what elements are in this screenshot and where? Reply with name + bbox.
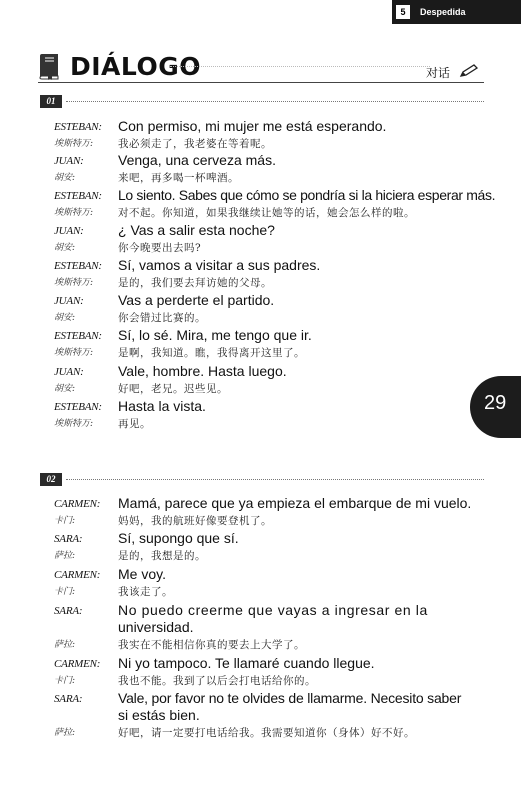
speaker-label-cn: 卡门: [54, 676, 76, 686]
spanish-text: Me voy. [118, 566, 166, 582]
spanish-text: Hasta la vista. [118, 398, 206, 414]
page-number: 29 [484, 392, 507, 414]
speaker-label-cn: 埃斯特万: [54, 348, 94, 358]
speaker-label: ESTEBAN: [54, 330, 102, 342]
dialog-rule [66, 479, 484, 480]
speaker-label-cn: 萨拉: [54, 728, 76, 738]
speaker-label: ESTEBAN: [54, 190, 102, 202]
spanish-text: No puedo creerme que vayas a ingresar en la [118, 602, 428, 618]
chinese-translation: 妈妈，我的航班好像要登机了。 [118, 515, 272, 527]
speaker-label-cn: 胡安: [54, 313, 76, 323]
chinese-translation: 是的，我想是的。 [118, 550, 206, 562]
chinese-translation: 我该走了。 [118, 586, 173, 598]
speaker-label: JUAN: [54, 155, 84, 167]
speaker-label-cn: 埃斯特万: [54, 419, 94, 429]
spanish-text: Sí, lo sé. Mira, me tengo que ir. [118, 327, 312, 343]
spanish-text: Venga, una cerveza más. [118, 152, 276, 168]
speaker-label: ESTEBAN: [54, 260, 102, 272]
speaker-label-cn: 卡门: [54, 516, 76, 526]
chinese-translation: 好吧，请一定要打电话给我。我需要知道你（身体）好不好。 [118, 727, 415, 739]
speaker-label: JUAN: [54, 295, 84, 307]
speaker-label-cn: 胡安: [54, 384, 76, 394]
speaker-label-cn: 萨拉: [54, 551, 76, 561]
pencil-icon [458, 64, 480, 78]
speaker-label: CARMEN: [54, 658, 101, 670]
chinese-translation: 再见。 [118, 418, 151, 430]
speaker-label-cn: 埃斯特万: [54, 139, 94, 149]
chapter-title: Despedida [420, 7, 466, 17]
spanish-text-continued: universidad. [118, 619, 194, 635]
speaker-label: JUAN: [54, 225, 84, 237]
section-rule [38, 82, 484, 83]
chinese-translation: 是的，我们要去拜访她的父母。 [118, 277, 272, 289]
spanish-text: Vale, hombre. Hasta luego. [118, 363, 287, 379]
spanish-text: Ni yo tampoco. Te llamaré cuando llegue. [118, 655, 375, 671]
spanish-text: Con permiso, mi mujer me está esperando. [118, 118, 387, 134]
spanish-text: ¿ Vas a salir esta noche? [118, 222, 275, 238]
title-dotted-rule [170, 66, 430, 67]
chinese-translation: 你今晚要出去吗? [118, 242, 202, 254]
speaker-label: SARA: [54, 533, 83, 545]
chinese-translation: 我必须走了，我老婆在等着呢。 [118, 138, 272, 150]
speaker-label: SARA: [54, 605, 83, 617]
spanish-text-continued: si estás bien. [118, 707, 200, 723]
chapter-number: 5 [396, 5, 410, 19]
page-number-tab [470, 376, 521, 438]
speaker-label-cn: 埃斯特万: [54, 208, 94, 218]
spanish-text: Sí, supongo que sí. [118, 530, 239, 546]
chinese-translation: 我实在不能相信你真的要去上大学了。 [118, 639, 305, 651]
book-icon [36, 52, 62, 80]
chinese-translation: 是啊，我知道。瞧，我得离开这里了。 [118, 347, 305, 359]
spanish-text: Sí, vamos a visitar a sus padres. [118, 257, 321, 273]
dialog-marker-02: 02 [40, 473, 62, 486]
speaker-label: SARA: [54, 693, 83, 705]
chinese-translation: 对不起。你知道，如果我继续让她等的话，她会怎么样的啦。 [118, 207, 415, 219]
section-subtitle: 对话 [426, 66, 451, 80]
speaker-label: CARMEN: [54, 569, 101, 581]
chinese-translation: 好吧，老兄。迟些见。 [118, 383, 228, 395]
speaker-label: ESTEBAN: [54, 121, 102, 133]
speaker-label-cn: 埃斯特万: [54, 278, 94, 288]
speaker-label: ESTEBAN: [54, 401, 102, 413]
spanish-text: Vale, por favor no te olvides de llamarme. Necesito saber [118, 690, 462, 706]
speaker-label: JUAN: [54, 366, 84, 378]
spanish-text: Vas a perderte el partido. [118, 292, 275, 308]
speaker-label: CARMEN: [54, 498, 101, 510]
speaker-label-cn: 卡门: [54, 587, 76, 597]
spanish-text: Mamá, parece que ya empieza el embarque de mi vuelo. [118, 495, 472, 511]
chinese-translation: 来吧，再多喝一杯啤酒。 [118, 172, 239, 184]
spanish-text: Lo siento. Sabes que cómo se pondría si la hiciera esperar más. [118, 187, 496, 203]
chinese-translation: 你会错过比赛的。 [118, 312, 206, 324]
chapter-header-tab [392, 0, 521, 24]
speaker-label-cn: 胡安: [54, 243, 76, 253]
speaker-label-cn: 胡安: [54, 173, 76, 183]
dialog-marker-01: 01 [40, 95, 62, 108]
section-title: DIÁLOGO [70, 52, 201, 81]
chinese-translation: 我也不能。我到了以后会打电话给你的。 [118, 675, 316, 687]
speaker-label-cn: 萨拉: [54, 640, 76, 650]
dialog-rule [66, 101, 484, 102]
